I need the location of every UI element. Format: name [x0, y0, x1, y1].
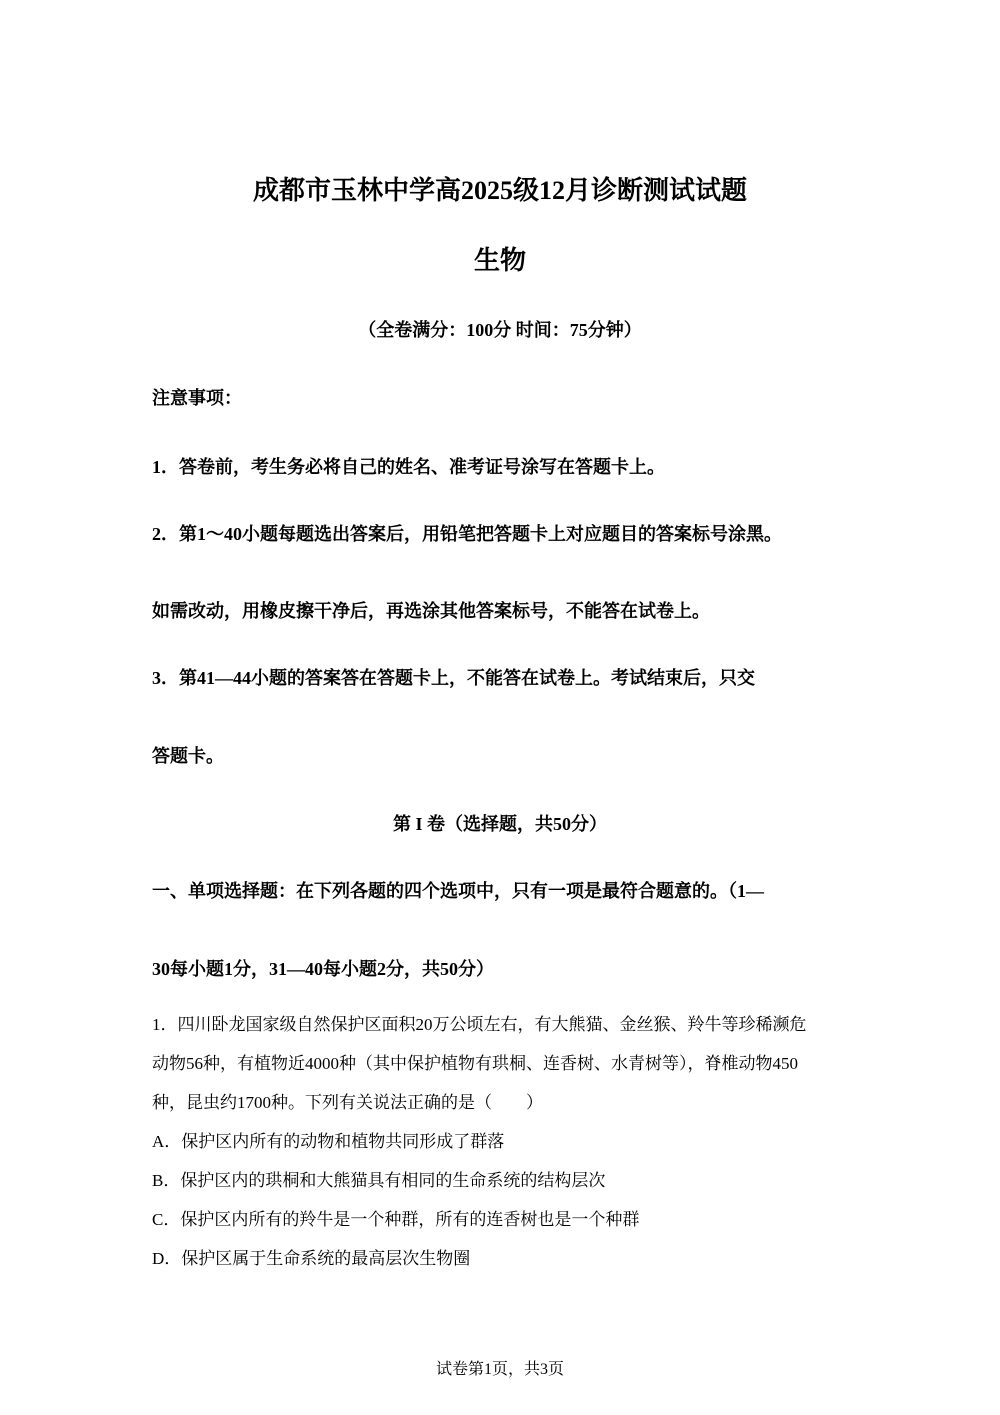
- question-option-a: A．保护区内所有的动物和植物共同形成了群落: [152, 1132, 505, 1151]
- notice-heading: 注意事项：: [152, 388, 242, 408]
- subject-title: 生物: [473, 246, 526, 275]
- page-footer: 试卷第1页，共3页: [435, 1361, 564, 1378]
- section-title: 第 I 卷（选择题，共50分）: [392, 814, 607, 834]
- notice-item: 2．第1～40小题每题选出答案后，用铅笔把答题卡上对应题目的答案标号涂黑。: [152, 524, 782, 544]
- question-option-b: B．保护区内的珙桐和大熊猫具有相同的生命系统的结构层次: [152, 1171, 606, 1190]
- notice-item: 如需改动，用橡皮擦干净后，再选涂其他答案标号，不能答在试卷上。: [152, 601, 710, 621]
- question-stem-line: 动物56种，有植物近4000种（其中保护植物有珙桐、连香树、水青树等），脊椎动物450: [152, 1054, 798, 1073]
- exam-meta: （全卷满分：100分 时间：75分钟）: [358, 320, 642, 340]
- notice-item: 答题卡。: [152, 746, 224, 766]
- question-stem-line: 种，昆虫约1700种。下列有关说法正确的是（ ）: [152, 1093, 543, 1112]
- section-instruction: 一、单项选择题：在下列各题的四个选项中，只有一项是最符合题意的。（1—: [152, 881, 764, 901]
- question-option-d: D．保护区属于生命系统的最高层次生物圈: [152, 1249, 471, 1268]
- exam-title: 成都市玉林中学高2025级12月诊断测试试题: [252, 176, 747, 205]
- notice-item: 3．第41—44小题的答案答在答题卡上，不能答在试卷上。考试结束后，只交: [152, 668, 755, 688]
- notice-item: 1．答卷前，考生务必将自己的姓名、准考证号涂写在答题卡上。: [152, 457, 665, 477]
- question-stem-line: 1．四川卧龙国家级自然保护区面积20万公顷左右，有大熊猫、金丝猴、羚牛等珍稀濒危: [152, 1015, 807, 1034]
- section-instruction: 30每小题1分，31—40每小题2分，共50分）: [152, 959, 494, 979]
- question-option-c: C．保护区内所有的羚牛是一个种群，所有的连香树也是一个种群: [152, 1210, 640, 1229]
